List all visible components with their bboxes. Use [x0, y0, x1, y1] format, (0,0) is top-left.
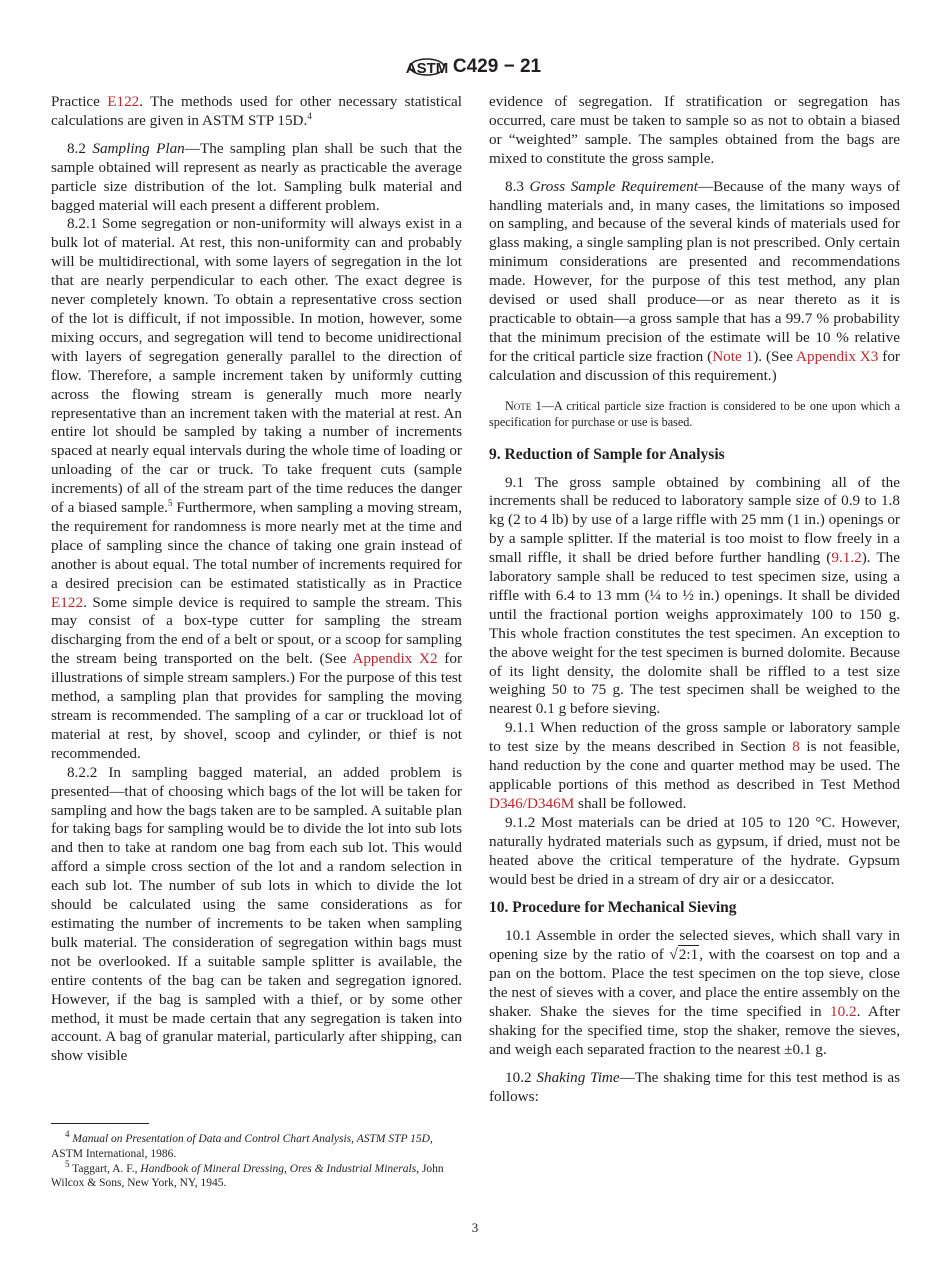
- page-header: [0, 52, 950, 82]
- text-run: —The shaking time for this test method is as follows:: [489, 1068, 901, 1105]
- text-run: evidence of segregation. If stratification or segregation has occurred, care must be taken to sample so as not to obtain a biased or “weighted” sample. The samples obtained from the bags are mixed to constitute the gross sample.: [489, 93, 900, 167]
- italic-text: Handbook of Mineral Dressing, Ores & Industrial Minerals: [140, 1162, 417, 1175]
- text-run: shall be followed.: [574, 794, 687, 812]
- cross-reference-link[interactable]: 10.2: [829, 1002, 857, 1020]
- cross-reference-link[interactable]: Appendix X3: [796, 347, 879, 365]
- text-run: Taggart, A. F.,: [69, 1162, 141, 1175]
- paragraph: [51, 215, 462, 763]
- paragraph: [489, 927, 900, 1059]
- italic-text: Sampling Plan: [92, 139, 185, 157]
- text-run: . Some simple device is required to sample the stream. This may consist of a box-type cutter for sampling the stream discharging from the end of a belt or spout, or a scoop for sampling the stream being transported on the belt. (See: [51, 593, 462, 668]
- text-run: . The methods used for other necessary statistical calculations are given in ASTM STP 15D.: [51, 93, 462, 129]
- paragraph: [489, 474, 900, 720]
- text-run: 8.2: [67, 139, 93, 157]
- cross-reference-link[interactable]: Note 1: [712, 347, 754, 365]
- page-number: 3: [471, 1220, 479, 1235]
- text-run: , John Wilcox & Sons, New York, NY, 1945.: [51, 1162, 444, 1190]
- text-run: ). (See: [753, 347, 797, 365]
- text-run: is not feasible, hand reduction by the cone and quarter method may be used. The applicable portions of this method as described in Test Method: [489, 738, 900, 793]
- right-column: [489, 93, 900, 1107]
- left-column: [51, 93, 462, 1066]
- paragraph: [51, 764, 462, 1067]
- cross-reference-link[interactable]: Appendix X2: [352, 650, 438, 668]
- text-run: 9.1 The gross sample obtained by combining all of the increments shall be reduced to laboratory sample size of 0.9 to 1.8 kg (2 to 4 lb) by use of a large riffle with 25 mm (1 in.) openings or by a sample splitter. If the material is too moist to flow freely in a small riffle, it shall be dried before further handling (: [489, 473, 900, 567]
- text-run: 1—A critical particle size fraction is considered to be one upon which a specification for purchase or use is based.: [489, 398, 900, 429]
- cross-reference-link[interactable]: D346/D346M: [489, 794, 575, 812]
- standard-designation: C429 − 21: [452, 56, 542, 77]
- text-run: , with the coarsest on top and a pan on the bottom. Place the test specimen on the top sieve, close the nest of sieves with a cover, and place the entire assembly on the shaker. Shake the sieves for the time specified in: [489, 946, 900, 1020]
- paragraph: [489, 178, 900, 386]
- italic-text: Manual on Presentation of Data and Control Chart Analysis, ASTM STP 15D: [72, 1133, 430, 1145]
- text-run: 9.1.1 When reduction of the gross sample or laboratory sample to test size by the means described in Section: [489, 719, 900, 756]
- section-heading: 9. Reduction of Sample for Analysis: [489, 445, 725, 463]
- paragraph: [51, 93, 462, 131]
- text-run: Furthermore, when sampling a moving stream, the requirement for randomness is more nearly met at the time and place of sampling since the chance of taking one grain instead of another is about equal. The total number of increments required for a desired precision can be estimated statistically as in Practice: [51, 499, 462, 592]
- footnote-marker: 4: [307, 110, 312, 121]
- sqrt-expression: 2:1: [678, 946, 699, 964]
- astm-logo-icon: [405, 52, 449, 82]
- text-run: —The sampling plan shall be such that the sample obtained will represent as nearly as practicable the average particle size distribution of the lot. Sampling bulk material and bagged material will each present a different problem.: [51, 139, 463, 214]
- footnotes: [51, 1129, 462, 1191]
- cross-reference-link[interactable]: E122: [107, 93, 140, 110]
- footnote-divider: [51, 1123, 149, 1124]
- text-run: 10.2: [505, 1068, 537, 1086]
- text-run: Note: [505, 398, 532, 413]
- footnote-marker: 4: [65, 1129, 70, 1140]
- footnote-marker: 5: [167, 497, 173, 508]
- text-run: Practice: [51, 93, 108, 110]
- italic-text: Gross Sample Requirement: [529, 177, 698, 195]
- footnote-marker: 5: [65, 1158, 70, 1169]
- text-run: . After shaking for the specified time, stop the shaker, remove the sieves, and weigh each separated fraction to the nearest ±0.1 g.: [489, 1002, 900, 1058]
- paragraph: [489, 814, 900, 890]
- paragraph: [489, 719, 900, 814]
- paragraph: [51, 140, 462, 216]
- cross-reference-link[interactable]: 8: [792, 738, 800, 756]
- text-run: , ASTM International, 1986.: [51, 1133, 433, 1160]
- text-run: ). The laboratory sample shall be reduced to test specimen size, using a riffle with 6.4 to 13 mm (¼ to ½ in.) openings. It shall be divided until the fractional portion weighs approximately 100 to 150 g. This whole fraction constitutes the test specimen. An exception to the above weight for the test specimen is burned dolomite. Because of its light density, the dolomite shall be riffled to a test size weighing 50 to 75 g. The test specimen shall be weighed to the nearest 0.1 g before sieving.: [489, 549, 900, 718]
- text-run: 8.2.1 Some segregation or non-uniformity will always exist in a bulk lot of material. At rest, this non-uniformity can and probably will be multidirectional, with some layers of segregation in the lot that are nearly perpendicular to each other. The exact degree is never completely known. To obtain a representative cross section of the lot is difficult, if not impossible. In motion, however, some mixing occurs, and segregation will tend to become unidirectional with layers of segregation generally parallel to the direction of flow. Therefore, a sample increment taken by uniformly cutting across the flowing stream is generally much more nearly representative than an increment taken with the material at rest. An entire lot should be sampled by taking a number of increments spaced at nearly equal intervals during the whole time of loading or unloading of the car or truck. To take frequent cuts (sample increments) of all of the stream part of the time reduces the danger of a biased sample.: [51, 215, 462, 517]
- text-run: 8.2.2 In sampling bagged material, an added problem is presented—that of choosing which bags of the lot will be taken for sampling and how the bags taken are to be sampled. A suitable plan for taking bags for sampling would be to divide the lot into sub lots and then to take at random one bag from each sub lot. This would afford a simple cross section of the lot and a random selection in each sub lot. The number of sub lots in which to divide the lot should be calculated using the same considerations as for estimating the number of increments to be taken when sampling bulk material. The consideration of segregation within bags must not be overlooked. If a suitable sample splitter is available, the entire contents of the bag can be taken and segregation ignored. However, if the bag is sampled with a thief, or by some other method, it must be made certain that any segregation is taken into account. A bag of granular material, particularly after shipping, can show visible: [51, 763, 462, 1065]
- text-run: 9.1.2 Most materials can be dried at 105 to 120 °C. However, naturally hydrated materials such as gypsum, if dried, must not be heated above the critical temperature of the hydrate. Gypsum would best be dried in a stream of dry air or a desiccator.: [489, 813, 900, 888]
- cross-reference-link[interactable]: 9.1.2: [831, 549, 862, 567]
- cross-reference-link[interactable]: E122: [51, 593, 84, 611]
- text-run: for illustrations of simple stream samplers.) For the purpose of this test method, a sampling plan that provides for sampling the moving stream is recommended. The sampling of a car or truckload lot of material at rest, by shovel, scoop and cylinder, or thief is not recommended.: [51, 650, 462, 762]
- footnote: [51, 1129, 462, 1162]
- section-heading: 10. Procedure for Mechanical Sieving: [489, 899, 737, 917]
- text-run: 8.3: [505, 177, 530, 195]
- text-run: 10.1 Assemble in order the selected sieves, which shall vary in opening size by the ratio of √: [489, 927, 900, 964]
- svg-text:ASTM: ASTM: [405, 60, 449, 77]
- italic-text: Shaking Time: [536, 1068, 620, 1086]
- paragraph: [489, 93, 900, 169]
- text-run: for calculation and discussion of this requirement.): [489, 347, 900, 384]
- paragraph: [489, 1069, 900, 1107]
- text-run: —Because of the many ways of handling materials and, in many cases, the limitations so imposed on sampling, and because of the several kinds of materials used for glass making, a single sampling plan is not prescribed. Only certain minimum considerations are presented and recommendations made. However, for the purpose of this test method, any plan devised or used shall produce—or as near thereto as it is practicable to obtain—a gross sample that has a 99.7 % probability that the minimum precision of the estimate will be 10 % relative for the critical particle size fraction (: [489, 177, 901, 365]
- note: [489, 398, 900, 430]
- footnote: [51, 1158, 462, 1192]
